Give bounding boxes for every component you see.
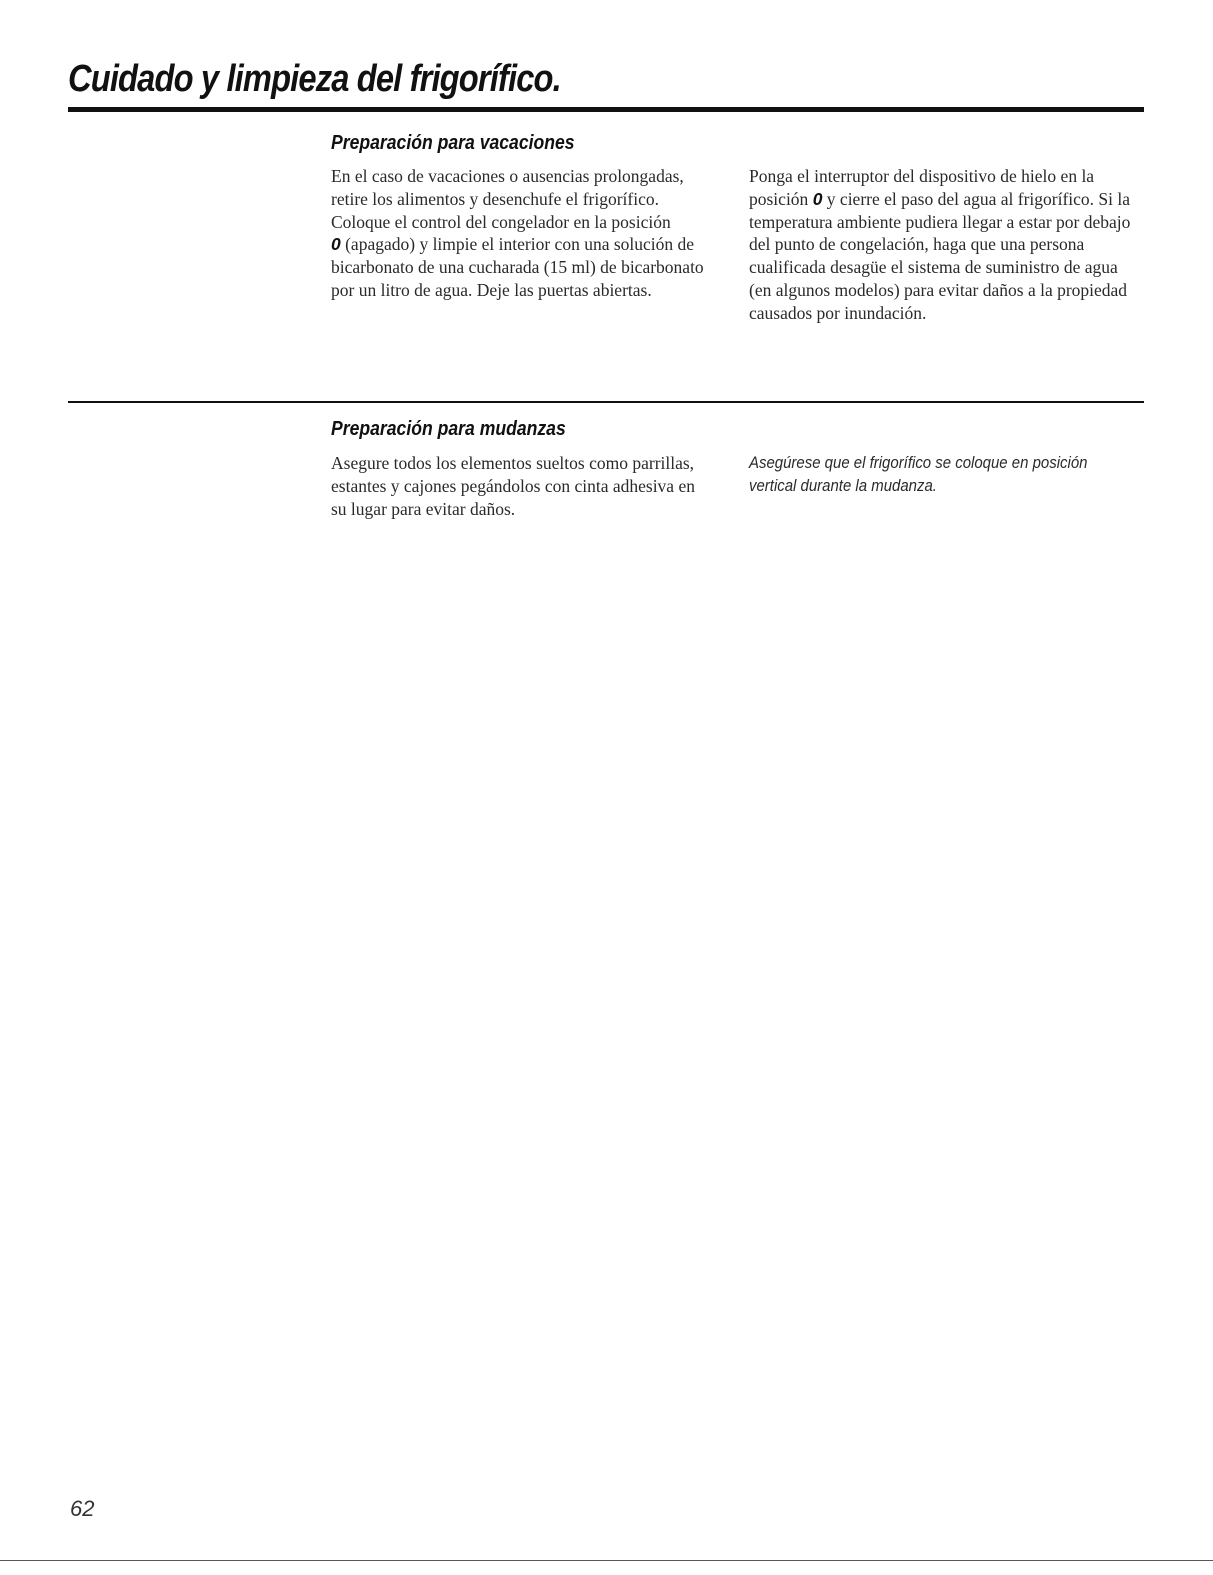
section-divider [68, 401, 1144, 403]
vacation-left-off-symbol: 0 [331, 234, 341, 255]
page-number: 62 [70, 1496, 95, 1521]
vacation-left-text-start: En el caso de vacaciones o ausencias prolongadas, retire los alimentos y desenchufe el frigorífico. Coloque el control del congelador en la posición [331, 166, 684, 232]
vacation-right-text-end: y cierre el paso del agua al frigorífico. Si la temperatura ambiente pudiera llegar a estar por debajo del punto de congelación, haga que una persona cualificada desagüe el sistema de suministro de agua (en algunos modelos) para evitar daños a la propiedad causados por inundación. [749, 188, 1131, 323]
vacation-left-paragraph [331, 165, 711, 302]
vacation-right-off-symbol: 0 [812, 188, 823, 209]
title-divider [68, 107, 1144, 112]
vacation-right-paragraph [749, 165, 1144, 325]
moving-left-paragraph: Asegure todos los elementos sueltos como parrillas, estantes y cajones pegándolos con cinta adhesiva en su lugar para evitar daños. [331, 453, 695, 519]
moving-note: Asegúrese que el frigorífico se coloque en posición vertical durante la mudanza. [749, 453, 1088, 495]
page-bottom-edge [0, 1560, 1213, 1561]
page-title: Cuidado y limpieza del frigorífico. [68, 58, 561, 100]
vacation-heading: Preparación para vacaciones [331, 132, 575, 154]
vacation-left-text-end: (apagado) y limpie el interior con una solución de bicarbonato de una cucharada (15 ml) de bicarbonato por un litro de agua. Deje las puertas abiertas. [331, 234, 704, 300]
moving-heading: Preparación para mudanzas [331, 418, 566, 440]
vacation-right-text-start: Ponga el interruptor del dispositivo de hielo en la posición [749, 166, 1095, 209]
